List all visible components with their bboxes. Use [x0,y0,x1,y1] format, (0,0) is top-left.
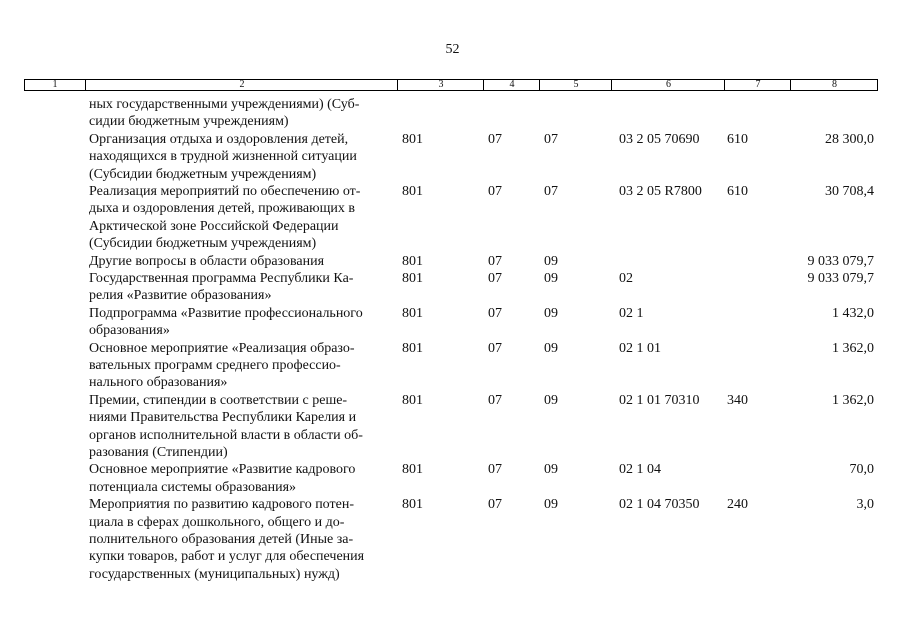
table-row [0,96,905,131]
table-row [0,253,905,270]
table-row [0,131,905,183]
row-col-6: 03 2 05 R7800 [619,183,702,199]
row-col-8: 1 362,0 [832,340,874,356]
row-col-6: 02 1 01 [619,340,661,356]
header-col-3: 3 [397,80,484,90]
row-col-7: 610 [727,131,748,147]
row-col-5: 09 [544,253,558,269]
row-col-7: 240 [727,497,748,513]
row-col-4: 07 [488,183,502,199]
row-col-4: 07 [488,253,502,269]
row-col-8: 28 300,0 [825,131,874,147]
row-col-6: 03 2 05 70690 [619,131,700,147]
row-col-4: 07 [488,340,502,356]
row-col-3: 801 [402,340,423,356]
table-row [0,270,905,305]
table-body [0,96,905,583]
row-description: Основное мероприятие «Развитие кадрового потенциала системы образования» [89,462,356,495]
row-col-3: 801 [402,253,423,269]
row-col-5: 07 [544,183,558,199]
page-number: 52 [445,42,460,57]
row-col-3: 801 [402,305,423,321]
row-col-3: 801 [402,392,423,408]
row-col-5: 09 [544,270,558,286]
header-col-2: 2 [85,80,398,90]
row-description: Подпрограмма «Развитие профессионального образования» [89,305,363,339]
row-col-4: 07 [488,497,502,513]
table-row [0,392,905,462]
row-col-5: 09 [544,305,558,321]
row-col-6: 02 [619,270,633,286]
row-col-8: 1 362,0 [832,392,874,408]
row-col-3: 801 [402,270,423,286]
row-col-3: 801 [402,497,423,513]
header-col-6: 6 [611,80,725,90]
table-row [0,305,905,340]
row-col-6: 02 1 04 [619,462,661,478]
row-description: Основное мероприятие «Реализация образо- вательных программ среднего профессио- нального образования» [89,340,355,391]
row-col-3: 801 [402,183,423,199]
row-description: Премии, стипендии в соответствии с реше- ниями Правительства Республики Карелия и органов исполнительной власти в области об- разования (Стипендии) [89,392,363,460]
row-col-4: 07 [488,305,502,321]
row-col-6: 02 1 [619,305,644,321]
row-col-7: 340 [727,392,748,408]
row-description: Мероприятия по развитию кадрового потен- циала в сферах дошкольного, общего и до- полнительного образования детей (Иные за- купки товаров, работ и услуг для обеспечения государственных (муниципальных) нужд) [89,497,365,582]
row-description: ных государственными учреждениями) (Суб- сидии бюджетным учреждениям) [89,97,360,130]
row-description: Другие вопросы в области образования [89,253,325,269]
row-col-8: 9 033 079,7 [807,270,874,286]
row-description: Реализация мероприятий по обеспечению от- дыха и оздоровления детей, проживающих в Арктической зоне Российской Федерации (Субсидии бюджетным учреждениям) [89,183,361,252]
row-col-3: 801 [402,131,423,147]
header-col-4: 4 [483,80,540,90]
header-col-1: 1 [52,79,58,90]
row-description: Государственная программа Республики Ка- релия «Развитие образования» [89,270,354,304]
header-col-5: 5 [539,80,612,90]
table-row [0,461,905,496]
row-col-4: 07 [488,392,502,408]
row-col-4: 07 [488,270,502,286]
row-col-5: 09 [544,497,558,513]
row-col-5: 09 [544,462,558,478]
row-col-8: 1 432,0 [832,305,874,321]
row-col-8: 30 708,4 [825,183,874,199]
row-col-6: 02 1 01 70310 [619,392,700,408]
row-col-4: 07 [488,462,502,478]
row-col-5: 09 [544,340,558,356]
header-col-7: 7 [724,80,791,90]
row-col-8: 9 033 079,7 [807,253,874,269]
row-col-8: 3,0 [856,497,874,513]
table-row [0,183,905,253]
table-header [24,79,878,91]
table-row [0,340,905,392]
row-col-7: 610 [727,183,748,199]
row-col-5: 07 [544,131,558,147]
row-col-3: 801 [402,462,423,478]
row-col-4: 07 [488,131,502,147]
row-description: Организация отдыха и оздоровления детей, находящихся в трудной жизненной ситуации (Субсидии бюджетным учреждениям) [89,131,357,182]
row-col-6: 02 1 04 70350 [619,497,700,513]
row-col-5: 09 [544,392,558,408]
header-col-8: 8 [790,80,878,90]
table-row [0,496,905,583]
row-col-8: 70,0 [849,462,874,478]
